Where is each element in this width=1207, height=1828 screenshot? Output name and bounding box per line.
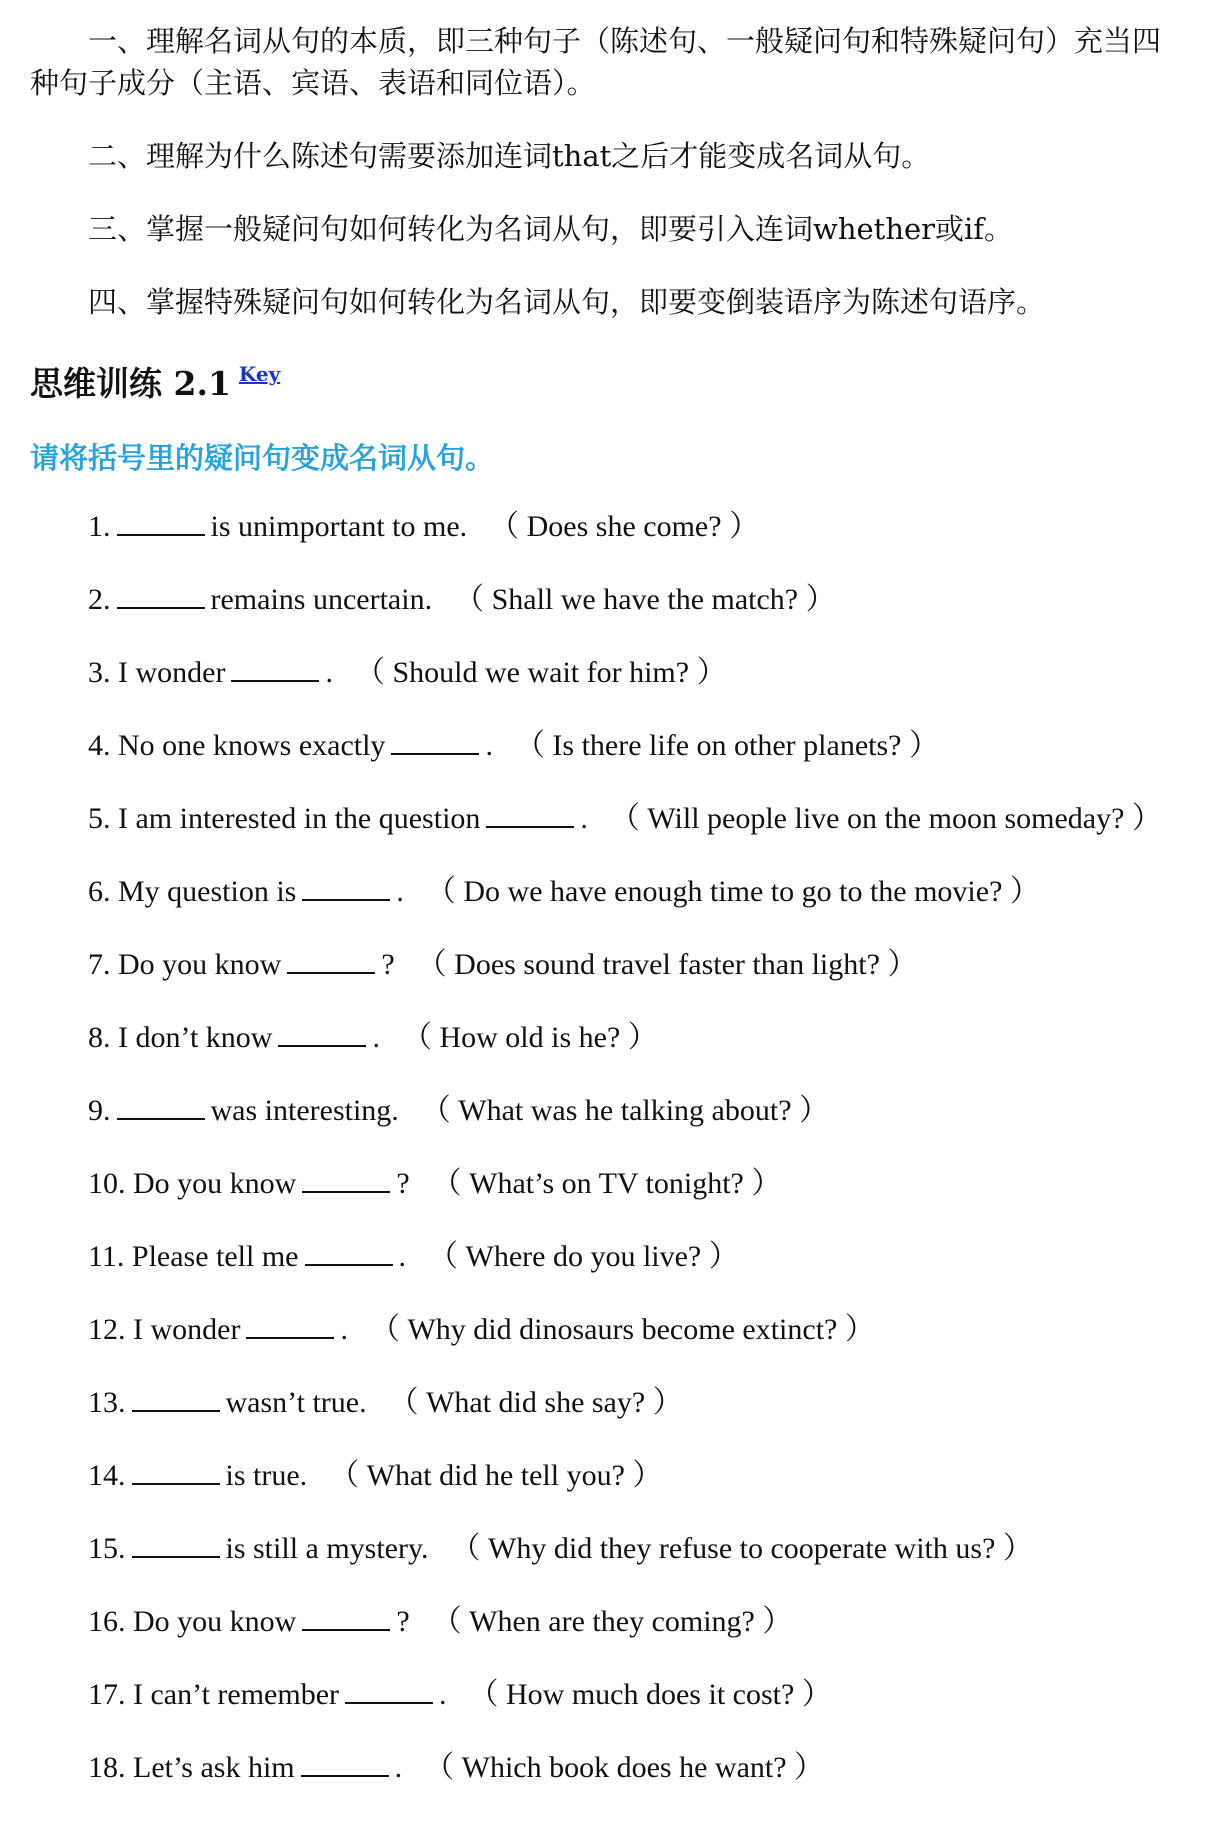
answer-blank[interactable] <box>345 1678 433 1704</box>
exercise-number: 6. <box>88 875 111 908</box>
answer-blank[interactable] <box>117 1094 205 1120</box>
exercise-number: 9. <box>88 1094 111 1127</box>
exercise-item <box>88 727 939 765</box>
question-hint: （ Why did they refuse to cooperate with us? ） <box>450 1532 1033 1565</box>
exercise-item <box>88 1019 658 1057</box>
exercise-text-after: . <box>580 802 588 835</box>
question-hint: （ Why did dinosaurs become extinct? ） <box>369 1313 875 1346</box>
exercise-text-before: Do you know <box>118 948 282 981</box>
intro-point-1: 一、理解名词从句的本质，即三种句子（陈述句、一般疑问句和特殊疑问句）充当四种句子成分（主语、宾语、表语和同位语）。 <box>30 24 1162 100</box>
exercise-item <box>88 1092 829 1130</box>
exercise-item <box>88 1238 739 1276</box>
exercise-text-before: I can’t remember <box>133 1678 340 1711</box>
exercise-text-after: is unimportant to me. <box>210 510 468 543</box>
answer-blank[interactable] <box>391 729 479 755</box>
exercise-item <box>88 800 1162 838</box>
answer-blank[interactable] <box>132 1459 220 1485</box>
intro-point-4: 四、掌握特殊疑问句如何转化为名词从句，即要变倒装语序为陈述句语序。 <box>88 285 1046 319</box>
answer-blank[interactable] <box>132 1532 220 1558</box>
exercise-text-after: . <box>394 1751 403 1784</box>
exercise-text-after: wasn’t true. <box>225 1386 367 1419</box>
exercise-text-after: remains uncertain. <box>210 583 433 616</box>
exercise-number: 4. <box>88 729 111 762</box>
exercise-number: 11. <box>88 1240 125 1273</box>
intro-point-3: 三、掌握一般疑问句如何转化为名词从句，即要引入连词whether或if。 <box>88 212 1014 246</box>
question-hint: （ Should we wait for him? ） <box>354 656 727 689</box>
exercise-text-after: . <box>398 1240 407 1273</box>
exercise-item <box>88 654 727 692</box>
exercise-text-after: ? <box>396 1605 410 1638</box>
exercise-item <box>88 1457 662 1495</box>
question-hint: （ How much does it cost? ） <box>468 1678 832 1711</box>
exercise-number: 18. <box>88 1751 126 1784</box>
answer-blank[interactable] <box>246 1313 334 1339</box>
intro-point-2: 二、理解为什么陈述句需要添加连词that之后才能变成名词从句。 <box>88 139 931 173</box>
exercise-text-after: . <box>439 1678 447 1711</box>
exercise-text-after: ? <box>396 1167 410 1200</box>
exercise-item <box>88 946 917 984</box>
exercise-text-after: ? <box>381 948 395 981</box>
exercise-number: 1. <box>88 510 111 543</box>
exercise-item <box>88 873 1040 911</box>
exercise-text-before: No one knows exactly <box>118 729 386 762</box>
question-hint: （ Which book does he want? ） <box>424 1751 825 1784</box>
question-hint: （ Shall we have the match? ） <box>454 583 836 616</box>
exercise-number: 10. <box>88 1167 126 1200</box>
question-hint: （ Will people live on the moon someday? ） <box>609 802 1162 835</box>
exercise-number: 3. <box>88 656 111 689</box>
question-hint: （ What did she say? ） <box>388 1386 683 1419</box>
answer-blank[interactable] <box>301 1751 389 1777</box>
exercise-text-after: . <box>325 656 333 689</box>
exercise-text-before: Do you know <box>133 1167 297 1200</box>
exercise-text-before: Please tell me <box>131 1240 299 1273</box>
section-heading <box>30 358 280 405</box>
exercise-item <box>88 1676 832 1714</box>
exercise-text-before: I wonder <box>133 1313 241 1346</box>
question-hint: （ Do we have enough time to go to the movie? ） <box>425 875 1040 908</box>
exercise-text-before: I am interested in the question <box>118 802 481 835</box>
question-hint: （ Where do you live? ） <box>428 1240 739 1273</box>
question-hint: （ How old is he? ） <box>401 1021 658 1054</box>
answer-blank[interactable] <box>278 1021 366 1047</box>
exercise-number: 13. <box>88 1386 126 1419</box>
exercise-text-after: is true. <box>225 1459 308 1492</box>
question-hint: （ When are they coming? ） <box>431 1605 793 1638</box>
answer-blank[interactable] <box>117 583 205 609</box>
section-title: 思维训练 2.1 <box>30 364 231 403</box>
question-hint: （ Does she come? ） <box>489 510 760 543</box>
exercise-number: 5. <box>88 802 111 835</box>
exercise-number: 2. <box>88 583 111 616</box>
exercise-text-after: . <box>485 729 493 762</box>
exercise-number: 14. <box>88 1459 126 1492</box>
exercise-item <box>88 1165 781 1203</box>
answer-blank[interactable] <box>486 802 574 828</box>
question-hint: （ What was he talking about? ） <box>420 1094 830 1127</box>
question-hint: （ Is there life on other planets? ） <box>514 729 939 762</box>
exercise-item <box>88 1311 875 1349</box>
exercise-item <box>88 581 836 619</box>
exercise-number: 15. <box>88 1532 126 1565</box>
exercise-text-after: . <box>396 875 404 908</box>
exercise-item <box>88 508 759 546</box>
exercise-item <box>88 1749 824 1787</box>
exercise-text-after: . <box>340 1313 348 1346</box>
exercise-text-before: Do you know <box>133 1605 297 1638</box>
exercise-text-before: I don’t know <box>118 1021 273 1054</box>
answer-blank[interactable] <box>302 875 390 901</box>
exercise-text-after: was interesting. <box>210 1094 399 1127</box>
exercise-number: 16. <box>88 1605 126 1638</box>
answer-blank[interactable] <box>302 1605 390 1631</box>
key-link[interactable]: Key <box>238 362 281 386</box>
exercise-number: 7. <box>88 948 111 981</box>
answer-blank[interactable] <box>305 1240 393 1266</box>
question-hint: （ Does sound travel faster than light? ） <box>416 948 918 981</box>
exercise-text-after: . <box>372 1021 380 1054</box>
exercise-instruction: 请将括号里的疑问句变成名词从句。 <box>30 441 495 475</box>
exercise-number: 8. <box>88 1021 111 1054</box>
exercise-text-after: is still a mystery. <box>225 1532 429 1565</box>
question-hint: （ What did he tell you? ） <box>329 1459 663 1492</box>
exercise-item <box>88 1603 792 1641</box>
exercise-text-before: Let’s ask him <box>133 1751 295 1784</box>
answer-blank[interactable] <box>117 510 205 536</box>
exercise-text-before: I wonder <box>118 656 226 689</box>
answer-blank[interactable] <box>287 948 375 974</box>
question-hint: （ What’s on TV tonight? ） <box>431 1167 782 1200</box>
answer-blank[interactable] <box>302 1167 390 1193</box>
answer-blank[interactable] <box>231 656 319 682</box>
exercise-item <box>88 1384 683 1422</box>
exercise-number: 12. <box>88 1313 126 1346</box>
exercise-item <box>88 1530 1033 1568</box>
exercise-number: 17. <box>88 1678 126 1711</box>
exercise-text-before: My question is <box>118 875 297 908</box>
answer-blank[interactable] <box>132 1386 220 1412</box>
